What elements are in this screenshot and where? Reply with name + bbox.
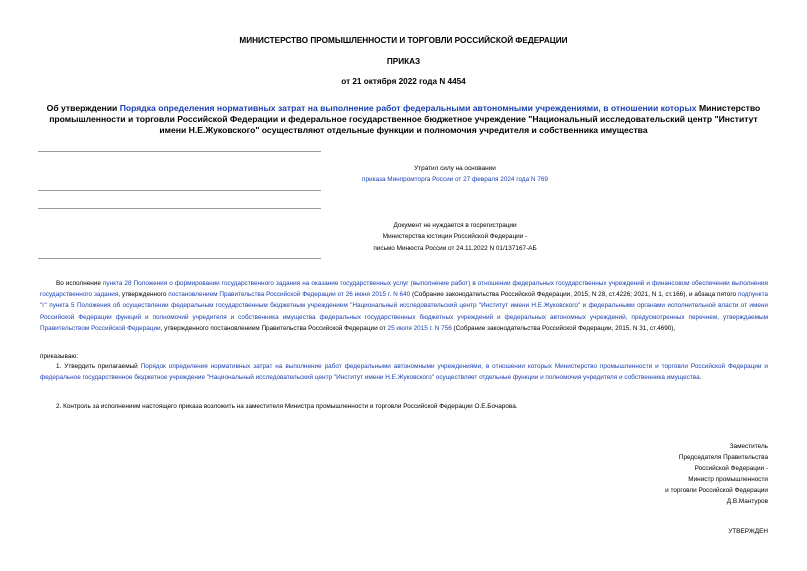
government-decree-756-link[interactable]: 25 июля 2015 г. N 756 [387, 324, 452, 332]
preamble-paragraph [40, 278, 768, 334]
title-procedure-link[interactable]: Порядка определения нормативных затрат на выполнение работ федеральными автономными учреждениями, в отношении которых [119, 103, 697, 113]
registration-line-2: Министерства юстиции Российской Федерации - [382, 233, 528, 241]
divider-line [38, 190, 321, 191]
signature-line-5: и торговли Российской Федерации [665, 486, 768, 494]
item-1-suffix: . [699, 374, 702, 382]
ministry-heading: МИНИСТЕРСТВО ПРОМЫШЛЕННОСТИ И ТОРГОВЛИ РОССИЙСКОЙ ФЕДЕРАЦИИ [239, 36, 568, 45]
approved-label: УТВЕРЖДЕН [728, 528, 768, 535]
subpoint-g-point-5-link[interactable]: подпункта "г" пункта 5 Положения об осуществлении федеральным государственным бюджетным учреждением "Национальный исследовательский центр "Институт имени Н.Е.Жуковского" и федеральными органами исполнительной власти от имени Российской Федерации функций и полномочий учредителя и собственника имущества федеральных государственных бюджетных учреждений и федеральных автономных учреждений, предусмотренных перечнем, утверждаемым Правительством Российской Федерации [40, 291, 768, 332]
registration-note [230, 220, 680, 254]
preamble-text: , утвержденного [118, 291, 169, 299]
signature-block [568, 442, 768, 507]
signature-line-3: Российской Федерации - [694, 464, 768, 472]
title-rest: Министерство промышленности и торговли Российской Федерации и федеральное государственное бюджетное учреждение "Национальный исследовательский центр "Институт имени Н.Е.Жуковского" осуществляют отдельные функции и полномочия учредителя и собственника имущества [49, 103, 761, 136]
lost-force-note [230, 163, 680, 186]
signature-line-4: Министр промышленности [688, 475, 768, 483]
item-1-paragraph [40, 361, 768, 383]
title-prefix: Об утверждении [46, 103, 120, 113]
signature-name: Д.В.Мантуров [726, 497, 768, 505]
divider-line [38, 151, 321, 152]
signature-line-2: Председателя Правительства [678, 453, 768, 461]
order-word: приказываю: [40, 353, 78, 360]
doc-type-heading: ПРИКАЗ [386, 57, 421, 66]
signature-line-1: Заместитель [729, 443, 768, 450]
preamble-text: , утвержденного постановлением Правительства Российской Федерации от [160, 324, 388, 332]
document-title [40, 103, 767, 137]
registration-line-3: письмо Минюста России от 24.11.2022 N 01/137167-АБ [373, 244, 537, 252]
lost-force-label: Утратил силу на основании [414, 165, 496, 172]
doc-date-heading: от 21 октября 2022 года N 4454 [341, 77, 466, 86]
registration-line-1: Документ не нуждается в госрегистрации [393, 222, 517, 229]
divider-line [38, 208, 321, 209]
preamble-text: (Собрание законодательства Российской Федерации, 2015, N 28, ст.4226; 2021, N 1, ст.166), и абзаца пятого [410, 291, 738, 299]
regulation-point-28-link[interactable]: пункта 28 Положения о формировании государственного задания на оказание государственных услуг (выполнение работ) в отношении федеральных государственных учреждений и финансовом обеспечении выполнения государственного задания [40, 280, 768, 299]
approved-procedure-link[interactable]: Порядок определения нормативных затрат на выполнение работ федеральными автономными учреждениями, в отношении которых Министерство промышленности и торговли Российской Федерации и федеральное государственное бюджетное учреждение "Национальный исследовательский центр "Институт имени Н.Е.Жуковского" осуществляет отдельные функции и полномочия учредителя и собственника имущества [40, 363, 768, 382]
preamble-text: (Собрание законодательства Российской Федерации, 2015, N 31, ст.4690), [451, 324, 676, 332]
government-decree-640-link[interactable]: постановлением Правительства Российской Федерации от 26 июня 2015 г. N 640 [168, 291, 411, 299]
preamble-text: Во исполнение [56, 280, 103, 287]
divider-line [38, 258, 321, 259]
item-2-paragraph: 2. Контроль за исполнением настоящего приказа возложить на заместителя Министра промышленности и торговли Российской Федерации О.Е.Бочарова. [56, 403, 518, 410]
item-1-prefix: 1. Утвердить прилагаемый [56, 363, 141, 370]
lost-force-order-link[interactable]: приказа Минпромторга России от 27 февраля 2024 года N 769 [362, 176, 548, 184]
